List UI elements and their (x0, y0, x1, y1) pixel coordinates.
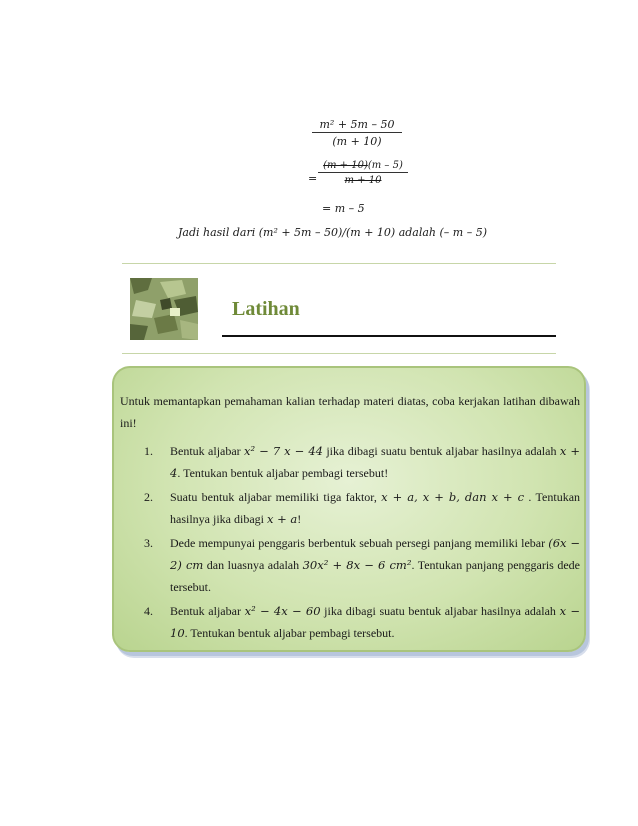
item-number: 2. (144, 490, 153, 504)
list-item (144, 440, 580, 484)
list-item (144, 486, 581, 530)
item-number: 3. (144, 536, 153, 550)
item-text: Bentuk aljabar x² − 7 x − 44 jika dibagi suatu bentuk aljabar hasilnya adalah x + 4. Tentukan bentuk aljabar pembagi tersebut! (170, 444, 580, 480)
exercise-list (144, 440, 581, 646)
list-item (144, 532, 580, 598)
cancelled-factor: (m + 10) (323, 160, 368, 171)
section-top-rule (122, 263, 556, 264)
camouflage-square-icon (130, 278, 198, 340)
fraction-original-denominator: (m + 10) (332, 135, 382, 148)
exercise-intro: Untuk memantapkan pemahaman kalian terhadap materi diatas, coba kerjakan latihan dibawah ini! (120, 394, 580, 430)
equals-sign: = (308, 172, 318, 185)
item-number: 4. (144, 604, 153, 618)
fraction-original-numerator: m² + 5m – 50 (312, 118, 402, 133)
fraction-factored-denominator: m + 10 (344, 175, 382, 186)
section-title-underline (222, 335, 556, 337)
item-text: Dede mempunyai penggaris berbentuk sebuah persegi panjang memiliki lebar (6x − 2) cm dan luasnya adalah 30x² + 8x − 6 cm². Tentukan panjang penggaris dede tersebut. (170, 536, 580, 594)
fraction-original (312, 118, 402, 148)
fraction-factored-numerator (318, 160, 408, 173)
derivation-result: = m – 5 (322, 202, 365, 215)
section-title: Latihan (232, 298, 300, 320)
item-text: Bentuk aljabar x² − 4x − 60 jika dibagi suatu bentuk aljabar hasilnya adalah x − 10. Tentukan bentuk aljabar pembagi tersebut. (170, 604, 580, 640)
fraction-factored (318, 160, 408, 186)
derivation-conclusion: Jadi hasil dari (m² + 5m – 50)/(m + 10) adalah (– m – 5) (178, 226, 488, 239)
list-item (144, 600, 580, 644)
item-text: Suatu bentuk aljabar memiliki tiga faktor, x + a, x + b, dan x + c . Tentukan hasilnya jika dibagi x + a! (170, 490, 581, 526)
item-number: 1. (144, 444, 153, 458)
remaining-factor: (m – 5) (367, 160, 403, 171)
section-bottom-rule (122, 353, 556, 354)
